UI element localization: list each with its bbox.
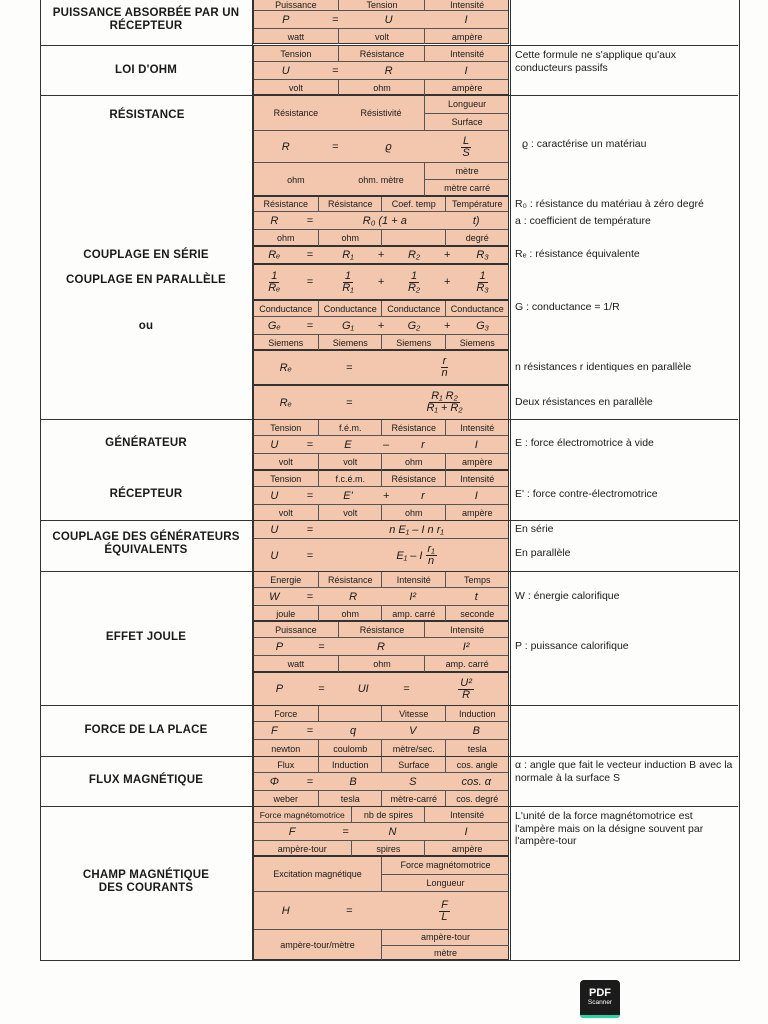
cell: ampère-tour/mètre (280, 940, 355, 950)
symbol: S (409, 776, 417, 788)
symbol: U (281, 65, 290, 77)
fraction: $\frac{1}{\text{R₃}}$ (476, 269, 489, 294)
formula-box-flux (253, 756, 509, 807)
formula-box-puissance (253, 0, 509, 44)
section-generateur: GÉNÉRATEUR (105, 437, 187, 449)
cell: ohm (381, 454, 446, 470)
fraction: $\frac{F}{L}$ (441, 898, 448, 923)
cell: mètre carré (425, 179, 509, 196)
cell: Résistance (318, 572, 383, 587)
column-divider (510, 0, 511, 960)
cell: Siemens (318, 335, 383, 350)
symbol: = (306, 591, 314, 603)
note-w: W : énergie calorifique (515, 590, 620, 602)
symbol: = (306, 523, 314, 536)
cell: joule (276, 608, 296, 619)
fraction: $\frac{r}{n}$ (441, 355, 448, 379)
section-effet-joule: EFFET JOULE (105, 631, 187, 643)
formula-box-recepteur (253, 470, 509, 521)
cell: Résistance (381, 471, 446, 486)
symbol: U (270, 439, 279, 451)
symbol: I² (462, 641, 470, 653)
symbol: r (421, 490, 425, 502)
cell: tesla (318, 791, 383, 807)
formula-box-energie (253, 571, 509, 621)
cell: ohm (276, 233, 295, 243)
symbol: I (474, 490, 478, 502)
cell: weber (273, 794, 298, 804)
cell: ohm. mètre (358, 174, 404, 185)
symbol: q (349, 725, 357, 737)
symbol: = (306, 490, 314, 502)
cell: cos. degré (445, 791, 510, 807)
cell: degré (445, 230, 510, 246)
cell: Résistivité (360, 108, 402, 118)
symbol: = (306, 725, 314, 737)
symbol: R (349, 591, 358, 603)
formula-box-force-magnetomotrice (253, 806, 509, 856)
symbol: R (384, 65, 393, 77)
cell: watt (287, 659, 305, 669)
cell: Temps (445, 572, 510, 587)
note-parallele: En parallèle (515, 547, 571, 559)
section-flux: FLUX MAGNÉTIQUE (88, 774, 204, 786)
cell: spires (351, 841, 426, 856)
note-r0: R₀ : résistance du matériau à zéro degré (515, 198, 704, 210)
symbol: E₁ – I (396, 549, 423, 562)
symbol: R₁ (342, 249, 354, 261)
cell: Intensité (445, 420, 510, 435)
cell: Intensité (424, 807, 509, 822)
cell: coulomb (318, 740, 383, 757)
cell: Conductance (445, 301, 510, 316)
cell: amp. carré (424, 656, 509, 672)
section-couplage-serie: COUPLAGE EN SÉRIE (83, 249, 209, 261)
formula-box-force (253, 705, 509, 757)
symbol: B (472, 725, 480, 737)
cell: Siemens (445, 335, 510, 350)
symbol: G₁ (341, 320, 354, 332)
cell: ohm (318, 230, 383, 246)
symbol: + (382, 490, 390, 502)
formula-box-couplage-generateurs (253, 520, 509, 572)
note-p: P : puissance calorifique (515, 640, 629, 652)
symbol: = (318, 641, 325, 653)
symbol: P (275, 683, 284, 695)
cell: mètre (382, 945, 509, 961)
symbol: Rₑ (279, 361, 292, 374)
symbol: = (342, 826, 349, 838)
symbol: R (377, 641, 385, 653)
symbol: W (269, 591, 280, 603)
cell: Intensité (424, 46, 509, 61)
section-puissance: PUISSANCE ABSORBÉE PAR UN RÉCEPTEUR (52, 7, 240, 32)
cell: Puissance (275, 624, 317, 635)
symbol: = (403, 683, 410, 695)
fraction: $\frac{\text{U²}}{R}$ (460, 676, 472, 701)
cell: Force (274, 708, 298, 719)
symbol: U (270, 549, 279, 562)
symbol: t (474, 591, 478, 603)
symbol: V (409, 725, 417, 737)
symbol: = (346, 396, 353, 409)
note-n-resistances: n résistances r identiques en parallèle (515, 361, 692, 373)
note-loi-ohm: Cette formule ne s'applique qu'aux conducteurs passifs (515, 49, 677, 74)
cell: Température (445, 197, 510, 211)
note-ampere-tour: L'unité de la force magnétomotrice est l'ampère mais on la désigne souvent par l'ampère-tour (515, 810, 704, 847)
symbol: I (474, 439, 478, 451)
formula-box-loi-ohm (253, 45, 509, 95)
logo-subtext: Scanner (587, 999, 613, 1006)
note-serie: En série (515, 523, 554, 535)
symbol: I (464, 65, 468, 77)
cell: volt (278, 508, 293, 518)
cell: Tension (280, 48, 312, 59)
symbol: = (318, 683, 325, 695)
cell: cos. angle (445, 757, 510, 772)
cell: Surface (381, 757, 446, 772)
note-deux-resistances: Deux résistances en parallèle (515, 396, 653, 408)
symbol: G₂ (407, 320, 421, 332)
cell: Flux (277, 759, 295, 770)
cell: Coef. temp (381, 197, 446, 211)
symbol: – (383, 439, 390, 451)
formula-box-re-n (253, 350, 509, 385)
symbol: R₃ (476, 249, 489, 261)
formula-box-re-two (253, 385, 509, 420)
symbol: + (377, 320, 385, 332)
symbol: P (282, 14, 290, 26)
cell: ampère (445, 505, 510, 521)
note-alpha: α : angle que fait le vecteur induction B avec la normale à la surface S (515, 759, 733, 784)
note-rho: ϱ : caractérise un matériau (522, 138, 647, 150)
cell: volt (278, 457, 293, 467)
symbol: = (332, 14, 339, 26)
cell: Résistance (381, 420, 446, 435)
symbol: U (270, 523, 279, 536)
cell: Résistance (263, 199, 309, 209)
symbol: E' (343, 490, 353, 502)
cell: Vitesse (381, 706, 446, 721)
cell: Siemens (268, 337, 304, 348)
formula-box-resistivite (253, 95, 509, 196)
symbol: cos. α (461, 776, 491, 788)
cell: Puissance (275, 0, 317, 10)
cell: f.c.é.m. (318, 471, 383, 486)
cell: f.é.m. (318, 420, 383, 435)
symbol: R (270, 215, 279, 227)
fraction: $\frac{L}{S}$ (462, 134, 470, 159)
symbol: R (281, 141, 290, 153)
symbol: = (306, 439, 314, 451)
cell: Intensité (424, 622, 509, 637)
cell: Résistance (273, 108, 319, 118)
symbol: Φ (269, 776, 279, 788)
cell: ohm (338, 80, 425, 95)
cell: ampère (424, 841, 509, 856)
symbol: F (288, 826, 296, 838)
cell: Résistance (318, 197, 383, 211)
section-loi-ohm: LOI D'OHM (114, 64, 178, 76)
symbol: = (306, 215, 314, 227)
cell: Induction (318, 757, 383, 772)
formula-box-parallele: $\frac{1}{\text{Rₑ}}$ = $\frac{1}{\text{R₁}}$ + $\frac{1}{\text{R₂}}$ + $\frac{1}{\text{R₃}}$ (253, 264, 509, 300)
cell: ampère (445, 454, 510, 470)
symbol: = (306, 320, 314, 332)
cell: ohm (338, 656, 425, 672)
formula-box-puissance-calorifique (253, 621, 509, 672)
cell: Force magnétomotrice (259, 809, 345, 820)
logo-text: PDF (589, 987, 611, 999)
symbol: E (344, 439, 352, 451)
cell: newton (271, 743, 301, 754)
section-resistance: RÉSISTANCE (109, 109, 185, 121)
fraction: $\frac{1}{\text{Rₑ}}$ (268, 269, 281, 294)
cell: Force magnétomotrice (400, 860, 491, 871)
note-g: G : conductance = 1/R (515, 301, 620, 313)
cell: ampère (424, 29, 509, 44)
cell: seconde (445, 606, 510, 621)
symbol: + (377, 249, 385, 261)
symbol: + (443, 249, 451, 261)
cell: ohm (318, 606, 383, 621)
cell: Intensité (445, 471, 510, 486)
cell: Tension (270, 473, 302, 484)
formula-box-generateur (253, 419, 509, 470)
fraction: $\frac{\text{R₁ R₂}}{\text{R₁ + R₂}}$ (426, 390, 463, 414)
cell: Longueur (448, 99, 487, 110)
symbol: P (275, 641, 284, 653)
cell: ampère-tour (277, 843, 327, 854)
fraction: $\frac{1}{\text{R₂}}$ (407, 269, 421, 294)
symbol: = (306, 249, 314, 261)
symbol: B (349, 776, 357, 788)
cell: Energie (270, 574, 302, 585)
pdf-scanner-logo[interactable] (580, 980, 620, 1018)
symbol: + (443, 320, 451, 332)
note-e-gen: E : force électromotrice à vide (515, 437, 654, 449)
symbol: ϱ (385, 141, 392, 153)
symbol: G₃ (476, 320, 490, 332)
fraction: $\frac{\text{r₁}}{n}$ (427, 543, 435, 567)
cell: Excitation magnétique (273, 869, 362, 879)
symbol: = (346, 361, 353, 374)
symbol: U (384, 14, 393, 26)
cell: volt (318, 454, 383, 470)
cell: Conductance (259, 303, 313, 314)
cell: Résistance (338, 622, 425, 637)
logo-accent-bar (580, 1015, 620, 1018)
cell: ampère-tour (420, 932, 471, 943)
cell: tesla (445, 740, 510, 757)
formula-box-p-ui (253, 672, 509, 706)
formula-box-excitation (253, 856, 509, 960)
symbol: UI (357, 683, 369, 695)
cell: mètre (455, 166, 479, 176)
section-recepteur: RÉCEPTEUR (109, 488, 183, 500)
cell: Tension (338, 0, 425, 10)
formula-box-serie (253, 246, 509, 264)
cell: watt (287, 31, 305, 42)
symbol: r (421, 439, 425, 451)
symbol: R₀ (1 + a (362, 215, 407, 227)
symbol: I² (409, 591, 417, 603)
symbol: R₂ (407, 249, 421, 261)
symbol: F (270, 725, 278, 737)
cell: Longueur (382, 874, 509, 892)
symbol: t) (472, 215, 480, 227)
symbol: n E₁ – I n r₁ (389, 523, 444, 536)
note-a: a : coefficient de température (515, 215, 651, 227)
section-couplage-parallele: COUPLAGE EN PARALLÈLE (66, 274, 226, 286)
cell: ampère (424, 80, 509, 95)
cell: Intensité (381, 572, 446, 587)
section-couplage-generateurs: COUPLAGE DES GÉNÉRATEURS ÉQUIVALENTS (52, 531, 240, 556)
formula-box-temperature (253, 196, 509, 246)
cell: Conductance (381, 301, 446, 316)
symbol: H (281, 905, 290, 917)
cell: ohm (287, 174, 305, 185)
section-force-place: FORCE DE LA PLACE (84, 724, 208, 736)
cell: Résistance (338, 46, 425, 61)
cell: Tension (270, 422, 302, 433)
cell: amp. carré (381, 606, 446, 621)
note-re: Rₑ : résistance équivalente (515, 248, 640, 260)
section-ou: ou (138, 320, 154, 332)
cell: Intensité (424, 0, 509, 10)
cell: volt (318, 505, 383, 521)
note-e-rec: E' : force contre-électromotrice (515, 488, 658, 500)
cell: Conductance (318, 301, 383, 316)
symbol: Rₑ (268, 249, 281, 261)
cell: volt (288, 82, 303, 93)
symbol: = (332, 65, 339, 77)
symbol: Rₑ (279, 396, 292, 409)
cell: volt (338, 29, 425, 44)
symbol: = (306, 776, 314, 788)
symbol: = (332, 141, 339, 153)
cell: ohm (381, 505, 446, 521)
symbol: N (388, 826, 397, 838)
cell: nb de spires (351, 807, 426, 822)
cell: Surface (425, 113, 509, 131)
cell: Induction (445, 706, 510, 721)
symbol: Gₑ (267, 320, 281, 332)
cell: mètre/sec. (381, 740, 446, 757)
symbol: = (306, 549, 314, 562)
cell: Siemens (381, 335, 446, 350)
section-champ-magnetique: CHAMP MAGNÉTIQUE DES COURANTS (82, 869, 210, 894)
fraction: $\frac{1}{\text{R₁}}$ (342, 269, 354, 294)
formula-box-conductance (253, 300, 509, 350)
symbol: I (464, 826, 468, 838)
symbol: U (270, 490, 279, 502)
symbol: I (464, 14, 468, 26)
cell: mètre-carré (381, 791, 446, 807)
symbol: = (346, 905, 353, 917)
